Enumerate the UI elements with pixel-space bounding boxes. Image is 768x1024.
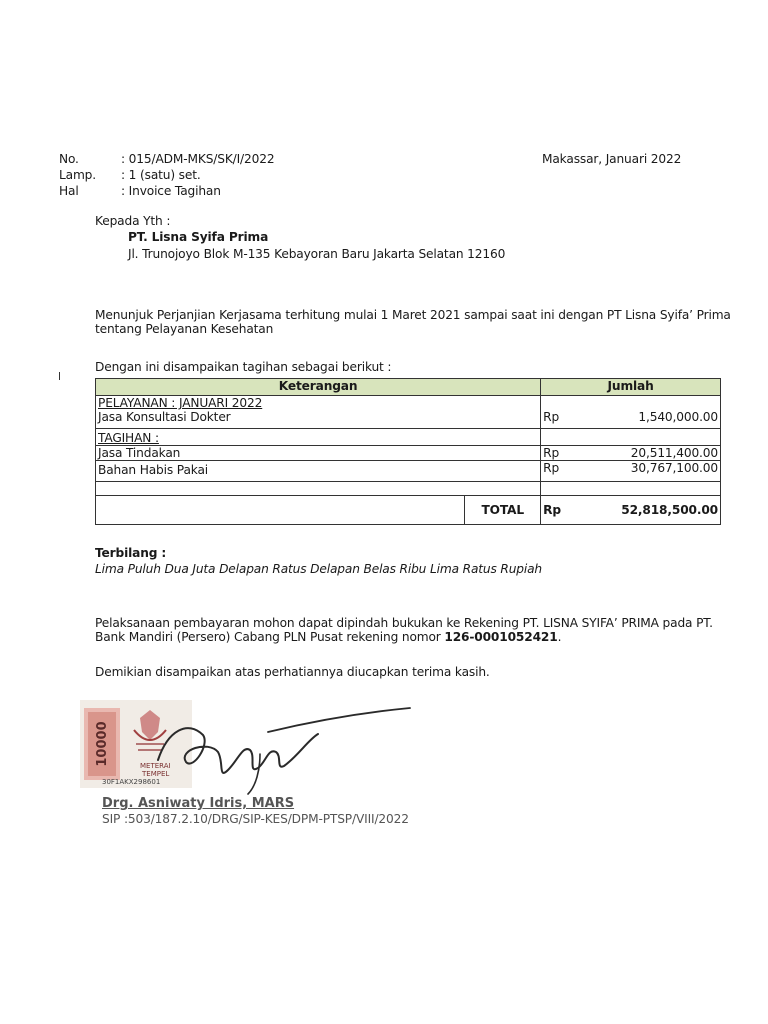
table-row xyxy=(96,396,721,411)
stamp-text-2: TEMPEL xyxy=(142,770,170,778)
account-number: 126-0001052421 xyxy=(444,630,558,644)
stamp-serial: 30F1AKX298601 xyxy=(102,778,161,786)
lamp-value: : 1 (satu) set. xyxy=(121,168,201,182)
payment-line-1: Pelaksanaan pembayaran mohon dapat dipindah bukukan ke Rekening PT. LISNA SYIFA’ PRIMA pada PT. xyxy=(95,616,713,630)
intro-line-3: Dengan ini disampaikan tagihan sebagai berikut : xyxy=(95,360,392,374)
margin-tick xyxy=(59,372,60,380)
hal-value: : Invoice Tagihan xyxy=(121,184,221,198)
row-currency: Rp xyxy=(543,461,560,475)
row-currency: Rp xyxy=(543,446,560,460)
total-row xyxy=(96,496,721,525)
terbilang-label: Terbilang : xyxy=(95,546,167,560)
row-amount: 20,511,400.00 xyxy=(630,446,718,460)
intro-line-2: tentang Pelayanan Kesehatan xyxy=(95,322,274,336)
hal-label: Hal xyxy=(59,184,79,198)
table-row xyxy=(96,446,721,461)
payment-line-2: Bank Mandiri (Persero) Cabang PLN Pusat rekening nomor 126-0001052421. xyxy=(95,630,562,644)
total-currency: Rp xyxy=(543,503,561,517)
recipient-name: PT. Lisna Syifa Prima xyxy=(128,230,269,244)
no-value: : 015/ADM-MKS/SK/I/2022 xyxy=(121,152,275,166)
total-label: TOTAL xyxy=(465,496,541,525)
col-header-jumlah: Jumlah xyxy=(541,379,721,396)
table-row xyxy=(96,482,721,496)
closing-text: Demikian disampaikan atas perhatiannya diucapkan terima kasih. xyxy=(95,665,490,679)
row-desc: Jasa Konsultasi Dokter xyxy=(96,410,541,429)
stamp-text-1: METERAI xyxy=(140,762,171,770)
table-row xyxy=(96,410,721,429)
section-pelayanan: PELAYANAN : JANUARI 2022 xyxy=(96,396,541,411)
total-amount: 52,818,500.00 xyxy=(621,503,718,517)
lamp-label: Lamp. xyxy=(59,168,96,182)
intro-line-1: Menunjuk Perjanjian Kerjasama terhitung mulai 1 Maret 2021 sampai saat ini dengan PT Lisna Syifa’ Prima xyxy=(95,308,731,322)
row-amount: 30,767,100.00 xyxy=(630,461,718,475)
handwritten-signature-icon xyxy=(148,690,418,800)
place-date: Makassar, Januari 2022 xyxy=(542,152,682,166)
stamp-value: 10000 xyxy=(95,721,110,767)
recipient-address: Jl. Trunojoyo Blok M-135 Kebayoran Baru Jakarta Selatan 12160 xyxy=(128,247,506,261)
col-header-keterangan: Keterangan xyxy=(96,379,541,396)
section-tagihan: TAGIHAN : xyxy=(96,429,541,446)
row-amount: 1,540,000.00 xyxy=(638,410,718,424)
no-label: No. xyxy=(59,152,79,166)
terbilang-value: Lima Puluh Dua Juta Delapan Ratus Delapan Belas Ribu Lima Ratus Rupiah xyxy=(95,562,542,576)
table-header-row xyxy=(96,379,721,396)
table-row xyxy=(96,429,721,446)
table-row xyxy=(96,461,721,482)
signatory-name: Drg. Asniwaty Idris, MARS xyxy=(102,796,295,811)
signatory-sip: SIP :503/187.2.10/DRG/SIP-KES/DPM-PTSP/VIII/2022 xyxy=(102,812,409,826)
row-desc: Jasa Tindakan xyxy=(96,446,541,461)
row-currency: Rp xyxy=(543,410,560,424)
recipient-greeting: Kepada Yth : xyxy=(95,214,171,228)
row-desc: Bahan Habis Pakai xyxy=(96,461,541,482)
invoice-table xyxy=(95,378,721,525)
